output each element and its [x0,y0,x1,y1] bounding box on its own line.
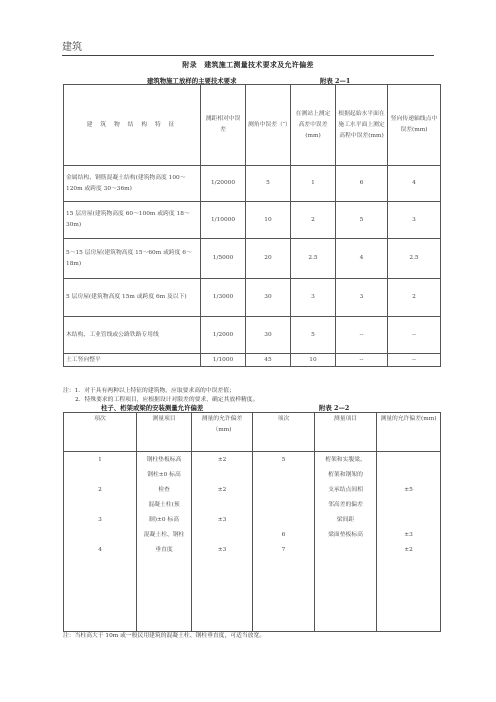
page-header: 建筑 [62,42,82,53]
table-cell: ±3 [404,532,413,539]
table2-caption: 柱子、桁架或梁的安装测量允许偏差 [101,404,204,412]
table-cell: 梁面垫板标高 [328,532,363,539]
table-cell: 5 [336,202,388,239]
table2-header-tolerance: 测量的允许偏差（mm) [192,413,253,452]
table-cell: 1/1000 [201,354,246,367]
table-row [64,202,441,239]
table-cell: 邻高差的偏差 [328,502,363,509]
table-cell: 10 [291,354,336,367]
table2-note: 注：当柱高大于 10m 或一般民用建筑的混凝土柱、钢柱垂直度，可适当放宽。 [63,633,266,639]
table-cell: 5～15 层房屋(建筑物高度 15～60m 或跨度 6～18m) [64,239,201,279]
table-cell: 3 [98,517,102,524]
table2-col-item [137,452,192,632]
table1-note-1: 注：1．对于具有两种以上特征的建筑物，应取要求高的中误差值； [63,388,235,394]
table1-caption: 建筑物施工放样的主要技术要求 [147,77,237,85]
table-cell: 土工竖向整平 [64,354,201,367]
table-cell: 3 [388,202,441,239]
table-cell [379,453,438,468]
table-cell [194,468,250,483]
installation-tolerance-table [63,412,441,632]
table1-header-distance-error: 测距相对中误差 [201,85,246,166]
table2-header-item-no: 项次 [64,413,137,452]
table-cell: 30 [246,279,291,317]
table2-col-item-no-2 [253,452,315,632]
table-cell: -- [388,317,441,354]
table-cell: 4 [98,547,102,554]
table-cell [255,498,312,513]
table-cell: 5 层房屋(建筑物高度 15m 或跨度 6m 及以下) [64,279,201,317]
table-cell: 1/10000 [201,202,246,239]
table-cell: 5 [246,166,291,202]
table-cell: 梁间距 [336,517,355,524]
table-cell: 2 [388,279,441,317]
table-cell: 10 [246,202,291,239]
table-cell [255,513,312,528]
table-cell [379,468,438,483]
table-cell: 20 [246,239,291,279]
table-cell: 混凝土柱(预 [148,502,180,509]
table2-caption-ref: 附表 2—2 [319,404,350,412]
table-row [64,354,441,367]
table-cell: 垂直度 [155,547,173,554]
table-cell [194,528,250,543]
table1-caption-ref: 附表 2—1 [320,77,351,85]
table2-col-tolerance-2 [377,452,441,632]
header-rule [62,55,434,56]
table1-header-axis-error: 竖向传递轴线点中误差(mm) [388,85,441,166]
table-cell: 桁架和实腹梁、 [325,457,366,463]
table-cell: 木结构、工业管线或公路铁路专用线 [64,317,201,354]
table-cell: 7 [281,547,286,554]
table-cell: 1 [98,457,102,463]
table-cell [66,498,134,513]
table1-header-elevation-error: 根据起始水平面在施工水平面上测定高程中误差(mm) [336,85,388,166]
table-cell: 4 [336,239,388,279]
table-cell: 1/20000 [201,166,246,202]
table-cell [66,528,134,543]
table-cell: -- [388,354,441,367]
table-cell: -- [336,354,388,367]
table-row [64,452,441,632]
table-cell: 桁架和钢架的 [328,472,363,479]
table-cell [379,498,438,513]
table-cell: 2 [291,202,336,239]
table1-header-angle-error: 测角中误差（″） [246,85,291,166]
table-cell: ±2 [404,547,413,554]
table-cell: 1/5000 [201,239,246,279]
table1-header-height-diff-error: 在测站上测定高差中误差(mm) [291,85,336,166]
table-cell: 钢柱±0 标高 [147,472,181,479]
table-row [64,317,441,354]
document-title: 附录 建筑施工测量技术要求及允许偏差 [182,60,314,69]
survey-requirements-table [63,84,441,367]
table-cell: 混凝土柱、钢柱 [143,532,185,539]
table1-header-structure: 建 筑 物 结 构 特 征 [64,85,201,166]
table-cell [255,468,312,483]
table-cell: ±2 [217,457,227,463]
table-cell: 3 [336,279,388,317]
table-cell: 30 [246,317,291,354]
table2-header-row [64,413,441,452]
table-row [64,239,441,279]
table-cell [379,513,438,528]
table-row [64,279,441,317]
table-cell: 金属结构、钢筋混凝土结构(建筑物高度 100～120m 或跨度 30～36m) [64,166,201,202]
table-cell: 检查 [158,487,170,494]
table1-header-row [64,85,441,166]
table-cell: 3 [291,279,336,317]
table-cell: 钢柱垫板标高 [146,457,182,463]
table2-header-item-2: 测量项目 [315,413,377,452]
table-row [64,166,441,202]
table-cell: 1/3000 [201,279,246,317]
table-cell: 2 [98,487,102,494]
table-cell: ±5 [404,487,413,494]
table-cell: 1 [291,166,336,202]
table-cell: 支承结点间相 [328,487,363,494]
table-cell: ±2 [217,487,227,494]
table-cell: 2.5 [291,239,336,279]
table2-header-item: 测量项目 [137,413,192,452]
table-cell [317,543,374,558]
table-cell: 制)±0 标高 [148,517,180,524]
table-cell: 45 [246,354,291,367]
table-cell: ±3 [217,547,227,554]
table2-col-item-no [64,452,137,632]
table2-header-item-no-2: 项次 [253,413,315,452]
table-cell [194,498,250,513]
table2-col-item-2 [315,452,377,632]
table1-note-2: 2．特殊要求的工程项目，应根据设计对限差的要求，确定其放样精度。 [75,397,259,403]
table-cell: ±3 [217,517,227,524]
table-cell: 6 [336,166,388,202]
table-cell [66,468,134,483]
table-cell: 15 层房屋(建筑物高度 60～100m 或跨度 18～30m) [64,202,201,239]
table-cell [255,483,312,498]
table-cell: 5 [281,457,286,463]
table-cell: 6 [281,532,286,539]
table2-header-tolerance-2: 测量的允许偏差(mm) [377,413,441,452]
table-cell: 5 [291,317,336,354]
table-cell: 2.5 [388,239,441,279]
table-cell: 1/2000 [201,317,246,354]
table-cell: -- [336,317,388,354]
table-cell: 4 [388,166,441,202]
table2-col-tolerance [192,452,253,632]
